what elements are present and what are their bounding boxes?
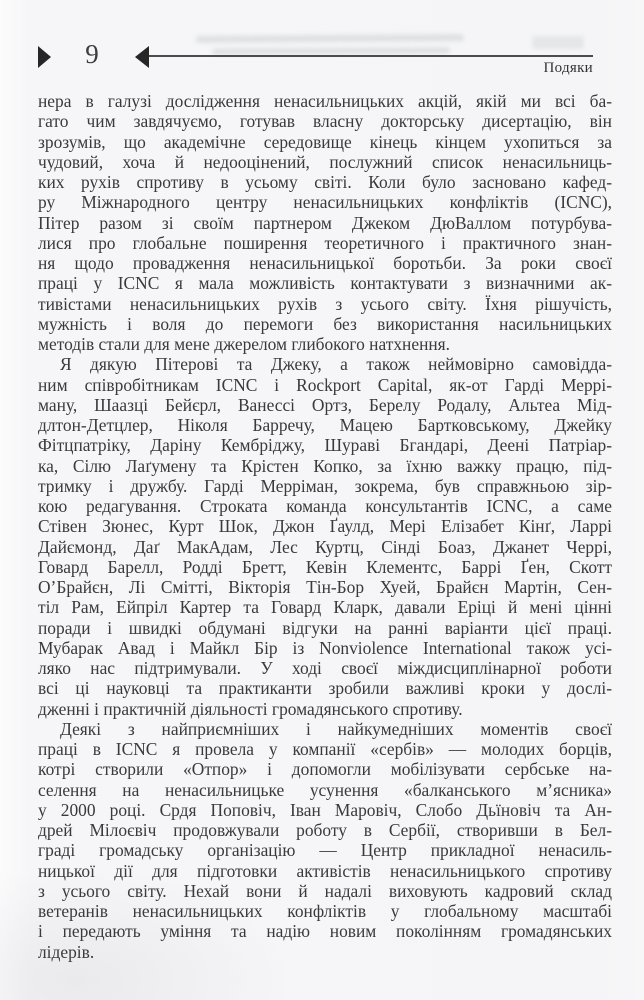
text-line: лідерів. (38, 941, 95, 962)
text-line: ка, Сілю Лаґумену та Крістен Копко, за їхню важку працю, під- (38, 455, 612, 476)
text-line: методів стали для мене джерелом глибокого натхнення. (38, 334, 451, 354)
bleedthrough-text (212, 47, 450, 54)
text-line: дрей Мілоєвіч продовжували роботу в Сербії, створивши в Бел- (38, 820, 612, 840)
text-line: Мубарак Авад і Майкл Бір із Nonviolence International також усі- (38, 637, 612, 658)
body-text (38, 91, 612, 962)
text-line: ру Міжнародного центру ненасильницьких конфліктів (ICNC), (38, 192, 612, 213)
text-line: всі ці науковці та практиканти зробили важливі кроки у дослі- (38, 678, 612, 699)
text-line: Фітцпатріку, Даріну Кембріджу, Шураві Бгандарі, Деені Патріар- (38, 435, 612, 456)
text-line: лися про глобальне поширення теоретичного і практичного знан- (38, 232, 612, 253)
bleedthrough-text (532, 36, 584, 49)
text-line: зрозумів, що академічне середовище кінець кінцем ухопиться за (38, 131, 612, 152)
page-header (0, 0, 644, 90)
text-line: ницької дії для підготовки активістів ненасильницького спротиву (38, 860, 612, 881)
text-line: котрі створили «Отпор» і допомогли мобілізувати сербське на- (38, 759, 612, 780)
text-line: кою редагування. Строката команда консультантів ICNC, а саме (38, 496, 612, 516)
text-line: ним співробітникам ICNC і Rockport Capital, як-от Гарді Меррі- (38, 374, 612, 395)
text-line: О’Брайєн, Лі Смітті, Вікторія Тін-Бор Хуей, Брайєн Мартін, Сен- (38, 577, 612, 597)
text-line: Стівен Зюнес, Курт Шок, Джон Ґаулд, Мері Елізабет Кінґ, Ларрі (38, 516, 612, 537)
header-rule (149, 55, 593, 57)
bleedthrough-text (196, 34, 464, 43)
text-line: ня щодо провадження ненасильницької боротьби. За роки своєї (38, 253, 612, 273)
text-line: граді громадську організацію — Центр прикладної ненасиль- (38, 840, 612, 861)
text-line: селення на ненасильницьке усунення «балканського м’ясника» (38, 779, 612, 800)
text-line: з усього світу. Нехай вони й надалі виховують кадровий склад (38, 880, 612, 901)
text-line: дженні і практичній діяльності громадянського спротиву. (38, 698, 463, 719)
text-line: праці у ICNC я мала можливість контактувати з визначними ак- (38, 273, 612, 294)
text-line: чудовий, хоча й недооцінений, послужний список ненасильниць- (38, 151, 612, 172)
left-arrow-icon (135, 46, 149, 68)
text-line: ману, Шаазці Бейєрл, Ванессі Ортз, Берелу Родалу, Альтеа Мід- (38, 394, 612, 415)
text-line: і передають уміння та надію новим поколінням громадянських (38, 921, 612, 942)
text-line: гато чим завдячуємо, готував власну докторську дисертацію, він (38, 111, 612, 132)
text-line: тіл Рам, Ейпріл Картер та Говард Кларк, давали Еріці й мені цінні (38, 597, 612, 618)
text-line: Говард Барелл, Родді Бретт, Кевін Клементс, Баррі Ґен, Скотт (38, 556, 612, 577)
text-line: Деякі з найприємніших і найкумедніших моментів своєї (60, 718, 612, 739)
text-line: ветеранів ненасильницьких конфліктів у глобальному масштабі (38, 901, 612, 921)
text-line: праці в ICNC я провела у компанії «сербів» — молодих борців, (38, 739, 612, 759)
text-line: ких рухів спротиву в усьому світі. Коли було засновано кафед- (38, 172, 612, 192)
text-line: нера в галузі дослідження ненасильницьких акцій, якій ми всі ба- (38, 91, 612, 111)
right-arrow-icon (38, 46, 51, 68)
text-line: ляко нас підтримували. У ході своєї міждисциплінарної роботи (38, 658, 612, 678)
text-line: мужність і воля до перемоги без використання насильницьких (38, 313, 612, 334)
text-line: у 2000 році. Срдя Поповіч, Іван Маровіч, Слобо Дьїновіч та Ан- (38, 799, 612, 820)
text-line: Я дякую Пітерові та Джеку, а також неймовірно самовідда- (60, 354, 612, 375)
text-line: длтон-Детцлер, Ніколя Барречу, Мацею Бартковському, Джейку (38, 415, 612, 435)
text-line: тримку і дружбу. Гарді Мерріман, зокрема, був справжньою зір- (38, 475, 612, 496)
running-head-title: Подяки (543, 60, 593, 76)
text-line: тивістами ненасильницьких рухів з усього світу. Їхня рішучість, (38, 293, 612, 314)
page-number: 9 (85, 39, 99, 69)
text-line: поради і швидкі обдумані відгуки на ранні варіанти цієї праці. (38, 617, 612, 638)
text-line: Дайємонд, Даґ МакАдам, Лес Куртц, Сінді Боаз, Джанет Черрі, (38, 536, 612, 557)
text-line: Пітер разом зі своїм партнером Джеком ДюВаллом потурбува- (38, 212, 612, 233)
